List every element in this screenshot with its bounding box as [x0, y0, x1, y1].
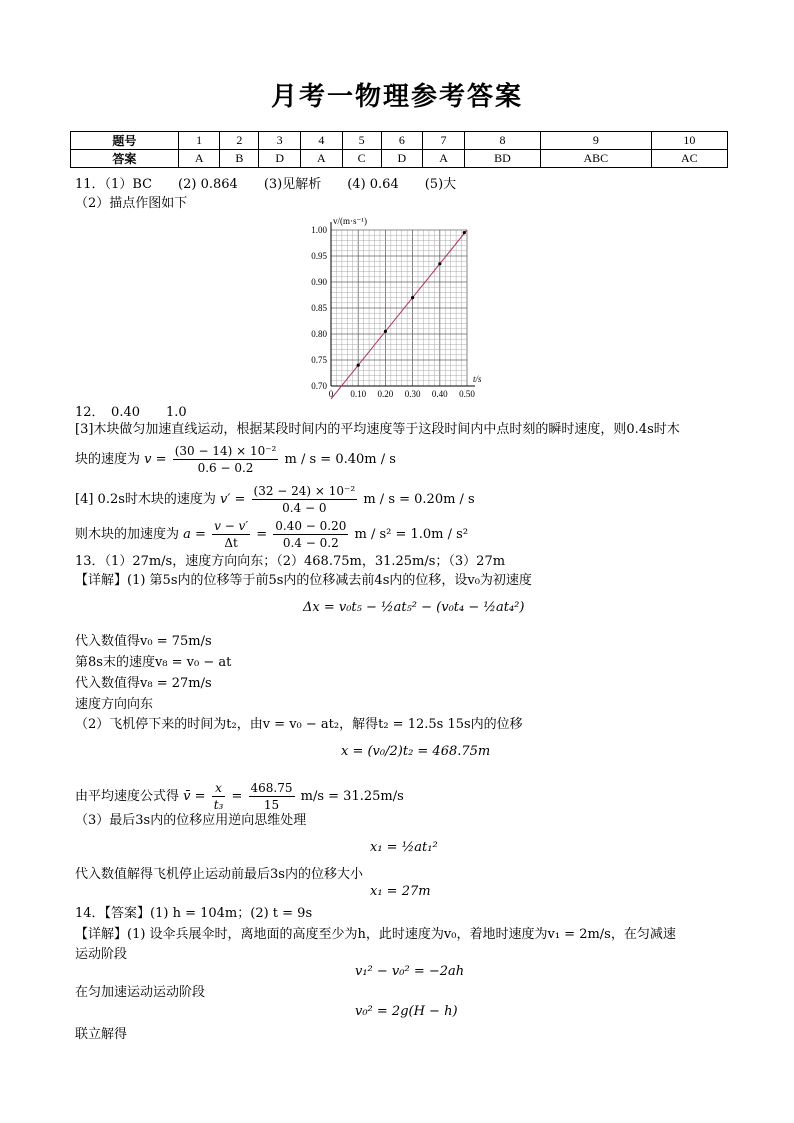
fraction-6-numerator: 468.75	[250, 781, 293, 795]
answer-cell: C	[342, 150, 381, 168]
y-tick-label: 0.75	[311, 355, 327, 365]
question-number-cell: 9	[541, 132, 652, 150]
q12-velocity-prefix: 块的速度为	[75, 452, 141, 467]
q14-explanation-4: 联立解得	[75, 1027, 128, 1042]
q12-velocity2-line: [4] 0.2s时木块的速度为 v′ = $\frac{\text{(32 − 24) × 10⁻²}}{0.4 - 0}$ m / s = 0.20m / s	[75, 484, 475, 515]
x-tick-label: 0	[328, 389, 334, 399]
fraction-3-denominator: Δt	[224, 536, 238, 550]
fraction-6	[249, 780, 295, 813]
velocity-time-chart	[295, 212, 495, 404]
answer-table	[70, 131, 728, 168]
question-number-cell: 10	[651, 132, 727, 150]
q13-equation-x1-value: x₁ = 27m	[370, 884, 431, 899]
data-point	[357, 364, 360, 367]
x-axis-label: t/s	[473, 374, 482, 384]
q13-part3-result-line: 代入数值解得飞机停止运动前最后3s内的位移大小	[75, 867, 363, 882]
answer-cell: D	[381, 150, 423, 168]
fraction-5-denominator: t₃	[213, 798, 224, 812]
answer-cell: BD	[464, 150, 540, 168]
question-number-cell: 2	[220, 132, 259, 150]
q12-acceleration-line: 则木块的加速度为 a = $\frac{v - v'}{\Delta t}$ = $\frac{0.40 - 0.20}{0.4 - 0.2}$ m / s² = 1.0m / s²	[75, 519, 469, 550]
y-axis-label: v/(m·s⁻¹)	[333, 216, 367, 226]
data-point	[411, 296, 414, 299]
v-variable: v	[144, 452, 152, 467]
answer-cell: AC	[651, 150, 727, 168]
answer-cell: B	[220, 150, 259, 168]
question-number-cell: 8	[464, 132, 540, 150]
fraction-6-denominator: 15	[263, 798, 280, 812]
y-tick-label: 0.70	[311, 381, 327, 391]
q13-part2-line: （2）飞机停下来的时间为t₂，由v = v₀ − at₂，解得t₂ = 12.5s 15s内的位移	[75, 717, 523, 732]
x-tick-label: 0.30	[404, 389, 421, 399]
y-tick-label: 0.90	[311, 277, 327, 287]
fraction-1-denominator: 0.6 − 0.2	[197, 461, 254, 475]
fraction-4-numerator: 0.40 − 0.20	[275, 519, 347, 533]
q14-explanation-1: 【详解】(1) 设伞兵展伞时，离地面的高度至少为h，此时速度为v₀，着地时速度为v₁ = 2m/s，在匀减速	[75, 927, 676, 942]
q12-velocity2-prefix: [4] 0.2s时木块的速度为	[75, 492, 216, 507]
q12-acceleration-prefix: 则木块的加速度为	[75, 527, 180, 542]
fraction-3-numerator: v − v′	[214, 519, 249, 533]
fraction-6-result: m/s = 31.25m/s	[300, 789, 404, 804]
a-variable: a	[183, 527, 191, 542]
answer-cell: ABC	[541, 150, 652, 168]
q12-explanation: [3]木块做匀加速直线运动，根据某段时间内的平均速度等于这段时间内中点时刻的瞬时速度，则0.4s时木	[75, 422, 680, 437]
data-point	[463, 231, 466, 234]
answer-cell: A	[423, 150, 465, 168]
q13-line-direction: 速度方向向东	[75, 697, 154, 712]
q13-equation-x: x = (v₀/2)t₂ = 468.75m	[341, 744, 491, 759]
fraction-2-numerator: (32 − 24) × 10⁻²	[253, 484, 356, 498]
q13-explanation-1: 【详解】(1) 第5s内的位移等于前5s内的位移减去前4s内的位移，设v₀为初速度	[75, 573, 532, 588]
q11-subtitle: （2）描点作图如下	[75, 196, 188, 211]
q13-line-v8-formula: 第8s末的速度v₈ = v₀ − at	[75, 655, 232, 670]
q13-line-v8-value: 代入数值得v₈ = 27m/s	[75, 676, 212, 691]
row-label-answer: 答案	[71, 150, 179, 168]
q13-part3-line: （3）最后3s内的位移应用逆向思维处理	[75, 813, 307, 828]
data-point	[384, 330, 387, 333]
y-tick-label: 1.00	[311, 225, 327, 235]
v-bar-variable: v̄	[183, 789, 191, 804]
fraction-1-numerator: (30 − 14) × 10⁻²	[174, 444, 277, 458]
answer-cell: A	[178, 150, 220, 168]
fraction-4-result: m / s² = 1.0m / s²	[354, 527, 469, 542]
x-tick-label: 0.20	[377, 389, 394, 399]
x-tick-label: 0.50	[459, 389, 475, 399]
q13-line-v0: 代入数值得v₀ = 75m/s	[75, 634, 212, 649]
v-prime-variable: v′	[220, 492, 231, 507]
q13-average-prefix: 由平均速度公式得	[75, 789, 180, 804]
row-label-question-number: 题号	[71, 132, 179, 150]
q13-equation-displacement: Δx = v₀t₅ − ½at₅² − (v₀t₄ − ½at₄²)	[303, 600, 525, 615]
q11-answer-line: 11．（1）BC (2) 0.864 (3)见解析 (4) 0.64 (5)大	[75, 177, 457, 192]
fraction-2	[252, 483, 358, 516]
q14-equation-1: v₁² − v₀² = −2ah	[355, 964, 465, 979]
q14-equation-2: v₀² = 2g(H − h)	[355, 1004, 458, 1019]
fraction-4	[273, 518, 348, 551]
fraction-5	[212, 780, 226, 813]
y-tick-label: 0.85	[311, 303, 327, 313]
page-title: 月考一物理参考答案	[270, 82, 523, 112]
fraction-4-denominator: 0.4 − 0.2	[282, 536, 339, 550]
q14-explanation-3: 在匀加速运动运动阶段	[75, 985, 206, 1000]
fraction-2-denominator: 0.4 − 0	[282, 501, 327, 515]
answer-cell: A	[301, 150, 343, 168]
question-number-cell: 4	[301, 132, 343, 150]
q13-equation-x1: x₁ = ½at₁²	[370, 840, 438, 855]
x-tick-label: 0.10	[350, 389, 367, 399]
answer-cell: D	[259, 150, 301, 168]
fraction-1-result: m / s = 0.40m / s	[284, 452, 396, 467]
answer-row	[71, 150, 728, 168]
x-tick-label: 0.40	[431, 389, 448, 399]
fraction-1	[173, 443, 279, 476]
q12-velocity-line: 块的速度为 v = $\frac{\text{(30 − 14) × 10⁻²}}{0.6 - 0.2}$ m / s = 0.40m / s	[75, 444, 396, 475]
fit-line	[328, 230, 467, 399]
question-number-cell: 3	[259, 132, 301, 150]
question-number-row	[71, 132, 728, 150]
question-number-cell: 7	[423, 132, 465, 150]
q14-answer-line: 14．【答案】(1) h = 104m；(2) t = 9s	[75, 906, 313, 921]
question-number-cell: 5	[342, 132, 381, 150]
q13-answer-line: 13．（1）27m/s，速度方向向东；（2）468.75m，31.25m/s；（3）27m	[75, 554, 506, 569]
fraction-5-numerator: x	[212, 780, 226, 797]
q13-average-velocity-line: 由平均速度公式得 v̄ = $\frac{x}{\text{t₃}}$ = $\frac{468.75}{15}$ m/s = 31.25m/s	[75, 781, 404, 812]
y-tick-label: 0.80	[311, 329, 327, 339]
q14-explanation-2: 运动阶段	[75, 947, 128, 962]
fraction-2-result: m / s = 0.20m / s	[363, 492, 475, 507]
fraction-3	[212, 518, 250, 551]
q12-answer-line: 12． 0.40 1.0	[75, 405, 187, 420]
question-number-cell: 6	[381, 132, 423, 150]
y-tick-label: 0.95	[311, 251, 327, 261]
question-number-cell: 1	[178, 132, 220, 150]
data-point	[438, 262, 441, 265]
